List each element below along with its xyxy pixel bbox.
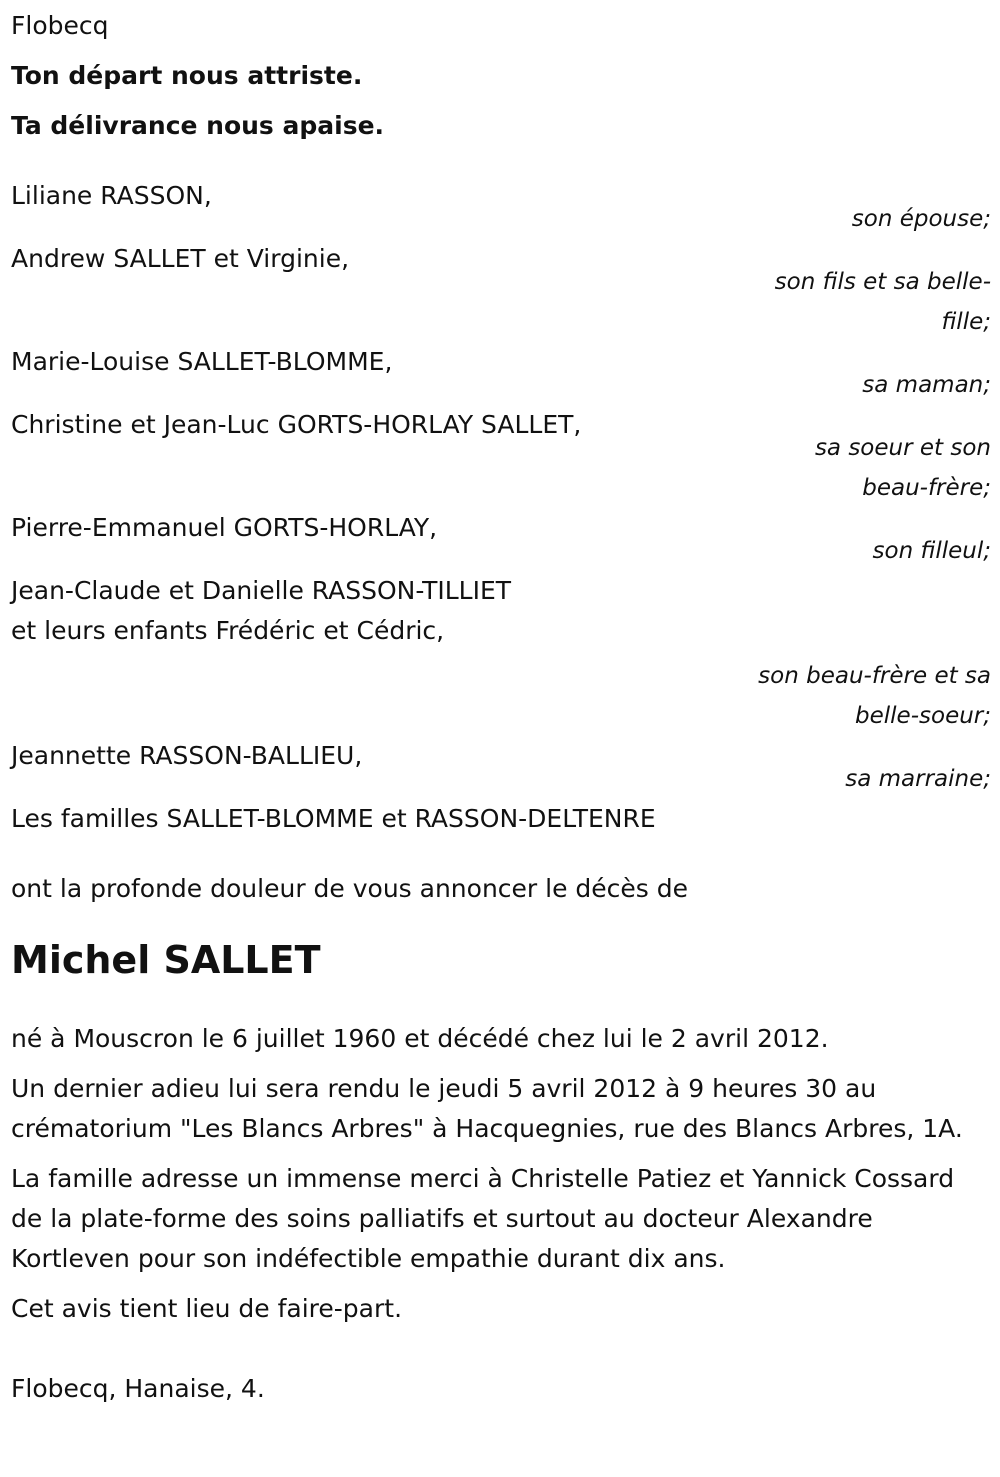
family-member-name: Marie-Louise SALLET-BLOMME, (11, 347, 393, 376)
family-member-role: son beau-frère et sa belle-soeur; (758, 663, 991, 729)
family-member-name-line-2: et leurs enfants Frédéric et Cédric, (11, 616, 445, 645)
family-member (11, 342, 991, 405)
family-member-name: Christine et Jean-Luc GORTS-HORLAY SALLET, (11, 410, 582, 439)
family-member (11, 405, 991, 508)
family-member-name: Jeannette RASSON-BALLIEU, (11, 741, 363, 770)
family-member-role: son épouse; (851, 206, 991, 232)
place-header: Flobecq (11, 11, 109, 40)
verse-line-1: Ton départ nous attriste. (11, 61, 363, 90)
family-member-role: sa soeur et son beau-frère; (814, 435, 991, 501)
thanks-text: La famille adresse un immense merci à Christelle Patiez et Yannick Cossard de la plate-forme des soins palliatifs et surtout au docteur Alexandre Kortleven pour son indéfectible empathie durant dix ans. (11, 1164, 955, 1273)
obituary-notice (11, 6, 991, 1409)
family-member-role: sa maman; (862, 372, 991, 398)
family-member (11, 508, 991, 571)
family-member (11, 176, 991, 239)
family-member-role: son fils et sa belle-fille; (774, 269, 991, 335)
announcement-text: ont la profonde douleur de vous annoncer le décès de (11, 874, 689, 903)
farewell-text: Un dernier adieu lui sera rendu le jeudi 5 avril 2012 à 9 heures 30 au crématorium "Les Blancs Arbres" à Hacquegnies, rue des Blancs Arbres, 1A. (11, 1074, 963, 1143)
families-line: Les familles SALLET-BLOMME et RASSON-DELTENRE (11, 804, 656, 833)
family-member (11, 571, 991, 736)
family-member-name: Jean-Claude et Danielle RASSON-TILLIET (11, 576, 512, 605)
family-member-name: Andrew SALLET et Virginie, (11, 244, 350, 273)
family-member (11, 736, 991, 799)
family-member-role: son filleul; (872, 538, 991, 564)
footer-address: Flobecq, Hanaise, 4. (11, 1374, 265, 1403)
family-member (11, 239, 991, 342)
family-member-role: sa marraine; (845, 766, 991, 792)
family-member-name: Liliane RASSON, (11, 181, 212, 210)
family-member-name: Pierre-Emmanuel GORTS-HORLAY, (11, 513, 438, 542)
deceased-name: Michel SALLET (11, 938, 321, 982)
verse-line-2: Ta délivrance nous apaise. (11, 111, 385, 140)
birth-death-text: né à Mouscron le 6 juillet 1960 et décédé chez lui le 2 avril 2012. (11, 1024, 829, 1053)
notice-text: Cet avis tient lieu de faire-part. (11, 1294, 403, 1323)
